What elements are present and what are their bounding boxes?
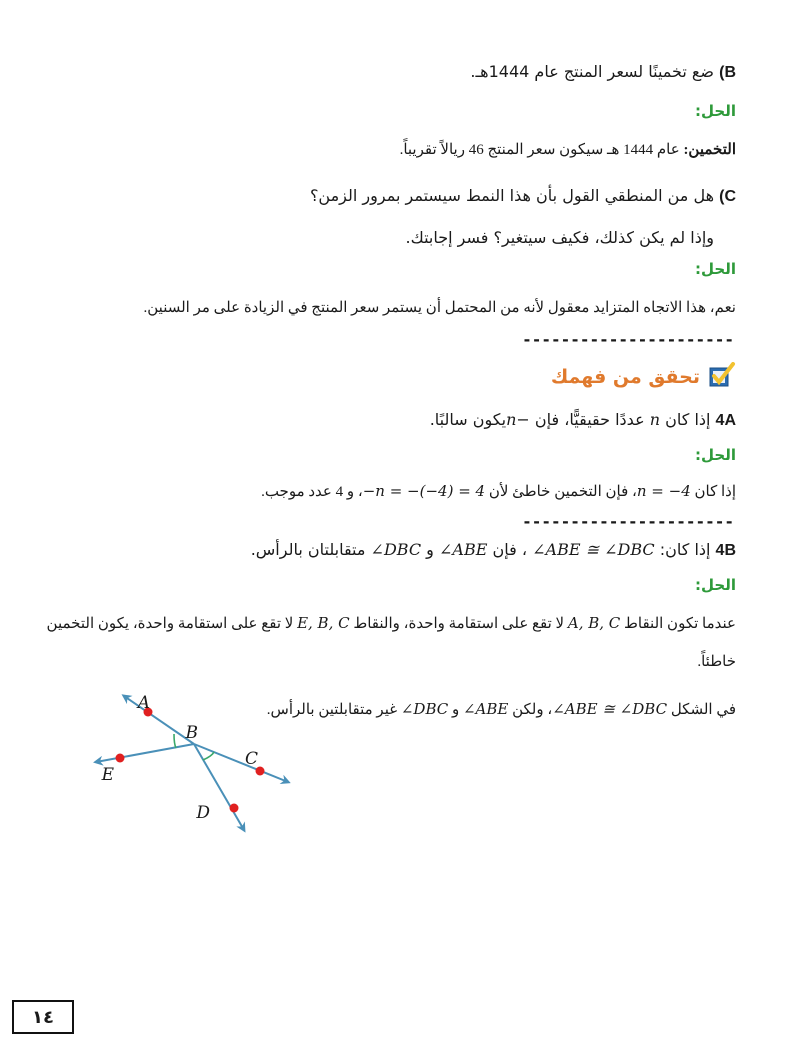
answer-4a [60, 482, 736, 501]
line-ec [96, 744, 194, 762]
fig-pre: في الشكل [670, 702, 736, 718]
label-a: A [137, 693, 150, 713]
question-c-line1 [60, 186, 736, 206]
question-4b-mid: ، فإن [492, 540, 528, 559]
question-c-label: C) [719, 188, 736, 205]
fig-math1: ∠ABE ≅ ∠DBC [552, 700, 668, 718]
question-b-text: ضع تخمينًا لسعر المنتج عام 1444هـ. [470, 62, 715, 81]
answer-4a-mid: ، فإن التخمين خاطئ لأن [488, 484, 637, 500]
question-4b [60, 540, 736, 560]
question-b [60, 62, 736, 82]
solution-label-c: الحل: [695, 260, 736, 278]
label-d: D [196, 803, 210, 823]
answer-4b-post: لا تقع على استقامة واحدة، يكون التخمين [46, 616, 294, 632]
checkbox-icon [708, 362, 736, 392]
answer-b-bold: التخمين: [683, 142, 736, 158]
question-4a-var1: n [649, 410, 661, 429]
arc-abe [174, 734, 176, 748]
label-b: B [185, 723, 198, 743]
question-4b-math1: ∠ABE ≅ ∠DBC [532, 540, 655, 559]
answer-4b-pts1: A, B, C [567, 614, 621, 632]
question-4b-pre: إذا كان: [659, 540, 711, 559]
point-d [230, 804, 239, 813]
question-c-text1: هل من المنطقي القول بأن هذا النمط سيستمر بمرور الزمن؟ [309, 186, 715, 205]
fig-post: غير متقابلتين بالرأس. [266, 702, 398, 718]
angle-figure [88, 688, 298, 838]
answer-4b-line2: خاطئاً. [697, 654, 736, 670]
answer-4b-pts2: E, B, C [297, 614, 350, 632]
solution-label-b: الحل: [695, 102, 736, 120]
figure-lines [96, 696, 288, 830]
answer-c: نعم، هذا الاتجاه المتزايد معقول لأنه من المحتمل أن يستمر سعر المنتج في الزيادة على مر السنين. [143, 300, 736, 316]
question-4a-label: 4A [715, 412, 736, 429]
label-e: E [101, 765, 114, 785]
question-4b-math3: ∠DBC [370, 540, 422, 559]
solution-label-4b: الحل: [695, 576, 736, 594]
question-4a-pre: إذا كان [665, 410, 711, 429]
answer-4a-post: ، و 4 عدد موجب. [261, 484, 363, 500]
solution-label-4a: الحل: [695, 446, 736, 464]
answer-b [60, 140, 736, 159]
separator-1: ---------------------- [522, 330, 734, 349]
arc-dbc [203, 752, 214, 760]
question-4a-mid: عددًا حقيقيًّا، فإن [534, 410, 645, 429]
check-understanding-header [551, 362, 736, 392]
fig-and: و [451, 702, 460, 718]
fig-math3: ∠DBC [400, 700, 449, 718]
question-4a-post: يكون سالبًا. [429, 410, 507, 429]
question-4b-label: 4B [715, 542, 736, 559]
question-4b-post: متقابلتان بالرأس. [250, 540, 366, 559]
label-c: C [244, 749, 258, 769]
answer-b-text: عام 1444 هـ سيكون سعر المنتج 46 ريالاً تقريباً. [399, 142, 684, 158]
answer-4b-mid: لا تقع على استقامة واحدة، والنقاط [353, 616, 565, 632]
answer-4a-math2: −n = −(−4) = 4 [362, 482, 486, 500]
answer-4b-pre: عندما تكون النقاط [624, 616, 736, 632]
question-b-label: B) [719, 64, 736, 81]
answer-4b-line1 [46, 614, 736, 633]
question-4b-math2: ∠ABE [438, 540, 488, 559]
check-understanding-title: تحقق من فهمك [550, 366, 700, 388]
answer-4a-math1: n = −4 [636, 482, 691, 500]
question-c-line2: وإذا لم يكن كذلك، فكيف سيتغير؟ فسر إجابتك. [405, 228, 714, 247]
answer-4a-pre: إذا كان [694, 484, 736, 500]
line-ad [124, 696, 194, 744]
page-number: ١٤ [12, 1000, 74, 1034]
separator-2: ---------------------- [522, 512, 734, 531]
question-4a [60, 410, 736, 430]
question-4b-and: و [426, 540, 434, 559]
question-4a-var2: n− [506, 410, 530, 429]
fig-mid: ، ولكن [512, 702, 553, 718]
point-e [116, 754, 125, 763]
fig-math2: ∠ABE [462, 700, 509, 718]
line-ec-2 [194, 744, 288, 782]
